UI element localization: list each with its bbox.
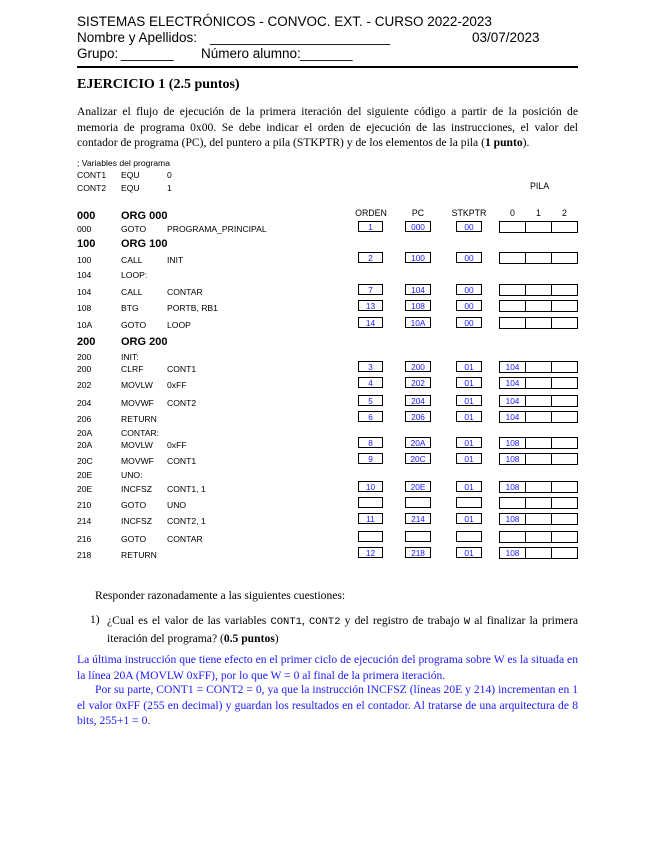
- pc-box: 000: [405, 221, 431, 232]
- vars-comment: ; Variables del programa: [77, 158, 170, 168]
- code-address: 216: [77, 534, 92, 544]
- stkptr-box: 01: [456, 437, 482, 448]
- name-label: Nombre y Apellidos:: [77, 30, 198, 45]
- code-instruction: GOTO: [121, 534, 147, 544]
- stack-row: [499, 300, 578, 312]
- code-address: 206: [77, 414, 92, 424]
- code-address: 214: [77, 516, 92, 526]
- stack-cell: [525, 395, 552, 407]
- code-address: 20A: [77, 440, 93, 450]
- code-instruction: MOVWF: [121, 456, 154, 466]
- group-label: Grupo:: [77, 46, 119, 61]
- stack-cell: [525, 481, 552, 493]
- code-argument: 0xFF: [167, 440, 187, 450]
- header-stkptr: STKPTR: [451, 208, 487, 218]
- code-org-directive: ORG 100: [121, 238, 168, 250]
- stack-cell: [525, 513, 552, 525]
- stack-cell: [551, 547, 578, 559]
- stack-cell: [551, 481, 578, 493]
- code-instruction: CALL: [121, 287, 143, 297]
- stack-cell: [525, 547, 552, 559]
- header-stack-0: 0: [510, 208, 515, 218]
- stack-cell: 104: [499, 395, 526, 407]
- code-address: 200: [77, 352, 92, 362]
- orden-box: 9: [358, 453, 383, 464]
- answer-paragraph-1: La última instrucción que tiene efecto en el primer ciclo de ejecución del programa sobre W es la situada en la línea 20A (MOVLW 0xFF), por lo que W = 0 al final de la primera iteración.: [77, 653, 578, 682]
- code-address: 20E: [77, 470, 93, 480]
- exam-date: 03/07/2023: [472, 30, 540, 45]
- code-address: 200: [77, 336, 96, 348]
- stack-cell: [499, 317, 526, 329]
- stack-cell: 108: [499, 547, 526, 559]
- stack-row: [499, 252, 578, 264]
- pc-box: 104: [405, 284, 431, 295]
- code-argument: CONT2, 1: [167, 516, 206, 526]
- stack-cell: [551, 361, 578, 373]
- header-divider: [77, 66, 578, 68]
- stack-cell: [551, 497, 578, 509]
- stack-row: [499, 361, 578, 373]
- pc-box: 218: [405, 547, 431, 558]
- code-address: 20A: [77, 428, 93, 438]
- orden-box: 5: [358, 395, 383, 406]
- pc-box: 108: [405, 300, 431, 311]
- var-cell: 1: [167, 183, 172, 193]
- stack-cell: 108: [499, 453, 526, 465]
- stkptr-box: [456, 531, 482, 542]
- stack-cell: [551, 377, 578, 389]
- code-instruction: MOVLW: [121, 440, 153, 450]
- pc-box: 214: [405, 513, 431, 524]
- stack-cell: 104: [499, 361, 526, 373]
- stack-row: [499, 513, 578, 525]
- stack-cell: [551, 513, 578, 525]
- stack-cell: [499, 284, 526, 296]
- orden-box: [358, 497, 383, 508]
- answer-paragraph-2: Por su parte, CONT1 = CONT2 = 0, ya que la instrucción INCFSZ (líneas 20E y 214) incrementan en 1 el valor 0xFF (255 en decimal) y guardan los resultados en el contador. Al tratarse de una arquitectura de 8 bits, 255+1 = 0.: [77, 683, 578, 727]
- code-address: 200: [77, 364, 92, 374]
- code-argument: CONT1, 1: [167, 484, 206, 494]
- stack-cell: [551, 317, 578, 329]
- code-address: 202: [77, 380, 92, 390]
- question-1: ¿Cual es el valor de las variables CONT1, CONT2 y del registro de trabajo W al finalizar la primera iteración del programa? (0.5 puntos): [107, 614, 579, 645]
- stack-cell: 108: [499, 513, 526, 525]
- stack-cell: [551, 395, 578, 407]
- stack-cell: 108: [499, 437, 526, 449]
- stack-cell: [499, 300, 526, 312]
- code-instruction: INCFSZ: [121, 516, 153, 526]
- stack-row: [499, 395, 578, 407]
- stack-row: [499, 497, 578, 509]
- code-org-directive: ORG 000: [121, 210, 168, 222]
- code-instruction: GOTO: [121, 224, 147, 234]
- question-1-number: 1): [90, 613, 100, 626]
- code-argument: CONT2: [167, 398, 197, 408]
- stack-cell: [499, 252, 526, 264]
- stkptr-box: 01: [456, 453, 482, 464]
- stkptr-box: 01: [456, 395, 482, 406]
- code-instruction: MOVWF: [121, 398, 154, 408]
- stkptr-box: 00: [456, 252, 482, 263]
- stkptr-box: 01: [456, 377, 482, 388]
- stack-cell: [551, 411, 578, 423]
- stack-cell: [525, 361, 552, 373]
- name-blank: ________________________: [210, 30, 391, 45]
- code-address: 218: [77, 550, 92, 560]
- stkptr-box: 00: [456, 317, 482, 328]
- stack-row: [499, 284, 578, 296]
- stack-cell: [551, 437, 578, 449]
- orden-box: 8: [358, 437, 383, 448]
- stkptr-box: 00: [456, 221, 482, 232]
- stkptr-box: 01: [456, 547, 482, 558]
- pc-box: 20A: [405, 437, 431, 448]
- code-address: 10A: [77, 320, 93, 330]
- student-number-blank: _______: [300, 46, 353, 61]
- stack-cell: [525, 497, 552, 509]
- code-argument: UNO: [167, 500, 187, 510]
- orden-box: 11: [358, 513, 383, 524]
- stkptr-box: [456, 497, 482, 508]
- var-cell: EQU: [121, 183, 140, 193]
- code-instruction: UNO:: [121, 470, 143, 480]
- code-address: 100: [77, 255, 92, 265]
- header-stack-2: 2: [562, 208, 567, 218]
- header-stack-1: 1: [536, 208, 541, 218]
- code-address: 100: [77, 238, 96, 250]
- stack-row: [499, 411, 578, 423]
- orden-box: 12: [358, 547, 383, 558]
- code-address: 000: [77, 224, 92, 234]
- stack-cell: [525, 531, 552, 543]
- stack-cell: [499, 221, 526, 233]
- orden-box: 7: [358, 284, 383, 295]
- code-address: 000: [77, 210, 96, 222]
- stkptr-box: 00: [456, 284, 482, 295]
- orden-box: 14: [358, 317, 383, 328]
- stack-cell: [551, 453, 578, 465]
- code-instruction: CALL: [121, 255, 143, 265]
- code-address: 104: [77, 270, 92, 280]
- stack-cell: [525, 300, 552, 312]
- code-argument: PROGRAMA_PRINCIPAL: [167, 224, 267, 234]
- var-cell: CONT1: [77, 170, 107, 180]
- code-argument: CONTAR: [167, 287, 203, 297]
- stack-row: [499, 377, 578, 389]
- code-instruction: GOTO: [121, 320, 147, 330]
- header-pc: PC: [411, 208, 425, 218]
- stack-row: [499, 453, 578, 465]
- group-blank: _______: [121, 46, 174, 61]
- stkptr-box: 01: [456, 411, 482, 422]
- code-instruction: RETURN: [121, 414, 157, 424]
- code-address: 204: [77, 398, 92, 408]
- stack-cell: [525, 317, 552, 329]
- stack-row: [499, 437, 578, 449]
- stack-cell: [551, 221, 578, 233]
- code-instruction: INIT:: [121, 352, 139, 362]
- stack-cell: [525, 411, 552, 423]
- orden-box: 2: [358, 252, 383, 263]
- code-address: 20E: [77, 484, 93, 494]
- code-instruction: MOVLW: [121, 380, 153, 390]
- stack-cell: [499, 497, 526, 509]
- pc-box: 20C: [405, 453, 431, 464]
- stack-cell: 108: [499, 481, 526, 493]
- code-argument: LOOP: [167, 320, 191, 330]
- orden-box: [358, 531, 383, 542]
- header-orden: ORDEN: [355, 208, 387, 218]
- pc-box: 100: [405, 252, 431, 263]
- code-instruction: GOTO: [121, 500, 147, 510]
- code-instruction: CONTAR:: [121, 428, 160, 438]
- orden-box: 13: [358, 300, 383, 311]
- stack-cell: [525, 453, 552, 465]
- code-address: 20C: [77, 456, 93, 466]
- code-org-directive: ORG 200: [121, 336, 168, 348]
- stack-row: [499, 531, 578, 543]
- stack-cell: [525, 437, 552, 449]
- stack-cell: [525, 221, 552, 233]
- pc-box: 206: [405, 411, 431, 422]
- stkptr-box: 01: [456, 361, 482, 372]
- stack-cell: [551, 531, 578, 543]
- stack-cell: [525, 284, 552, 296]
- stack-cell: [551, 252, 578, 264]
- code-argument: CONT1: [167, 364, 197, 374]
- stack-cell: [551, 284, 578, 296]
- pc-box: 204: [405, 395, 431, 406]
- code-argument: CONT1: [167, 456, 197, 466]
- pc-box: 202: [405, 377, 431, 388]
- questions-lead: Responder razonadamente a las siguientes cuestiones:: [95, 589, 346, 602]
- pc-box: [405, 497, 431, 508]
- code-instruction: CLRF: [121, 364, 144, 374]
- stack-row: [499, 481, 578, 493]
- exercise-intro: Analizar el flujo de ejecución de la primera iteración del siguiente código a partir de la posición de memoria de programa 0x00. Se debe indicar el orden de ejecución de las instrucciones, el valor del contador de programa (PC), del puntero a pila (STKPTR) y de los elementos de la pila (1 punto).: [77, 105, 578, 149]
- orden-box: 1: [358, 221, 383, 232]
- code-argument: 0xFF: [167, 380, 187, 390]
- code-address: 210: [77, 500, 92, 510]
- code-address: 108: [77, 303, 92, 313]
- orden-box: 3: [358, 361, 383, 372]
- code-instruction: LOOP:: [121, 270, 148, 280]
- student-number-label: Número alumno:: [201, 46, 301, 61]
- code-instruction: BTG: [121, 303, 139, 313]
- pc-box: [405, 531, 431, 542]
- stack-cell: [525, 252, 552, 264]
- stkptr-box: 00: [456, 300, 482, 311]
- stack-row: [499, 547, 578, 559]
- var-cell: 0: [167, 170, 172, 180]
- stkptr-box: 01: [456, 513, 482, 524]
- code-argument: CONTAR: [167, 534, 203, 544]
- pc-box: 200: [405, 361, 431, 372]
- var-cell: CONT2: [77, 183, 107, 193]
- exercise-title: EJERCICIO 1 (2.5 puntos): [77, 77, 240, 92]
- code-instruction: RETURN: [121, 550, 157, 560]
- orden-box: 6: [358, 411, 383, 422]
- stack-row: [499, 221, 578, 233]
- stack-cell: [499, 531, 526, 543]
- code-instruction: INCFSZ: [121, 484, 153, 494]
- stack-cell: 104: [499, 377, 526, 389]
- pc-box: 10A: [405, 317, 431, 328]
- code-argument: INIT: [167, 255, 184, 265]
- code-address: 104: [77, 287, 92, 297]
- course-header: SISTEMAS ELECTRÓNICOS - CONVOC. EXT. - CURSO 2022-2023: [77, 14, 492, 29]
- orden-box: 10: [358, 481, 383, 492]
- var-cell: EQU: [121, 170, 140, 180]
- stack-cell: 104: [499, 411, 526, 423]
- pc-box: 20E: [405, 481, 431, 492]
- orden-box: 4: [358, 377, 383, 388]
- stkptr-box: 01: [456, 481, 482, 492]
- stack-row: [499, 317, 578, 329]
- stack-cell: [551, 300, 578, 312]
- stack-cell: [525, 377, 552, 389]
- code-argument: PORTB, RB1: [167, 303, 218, 313]
- header-pila: PILA: [530, 181, 550, 191]
